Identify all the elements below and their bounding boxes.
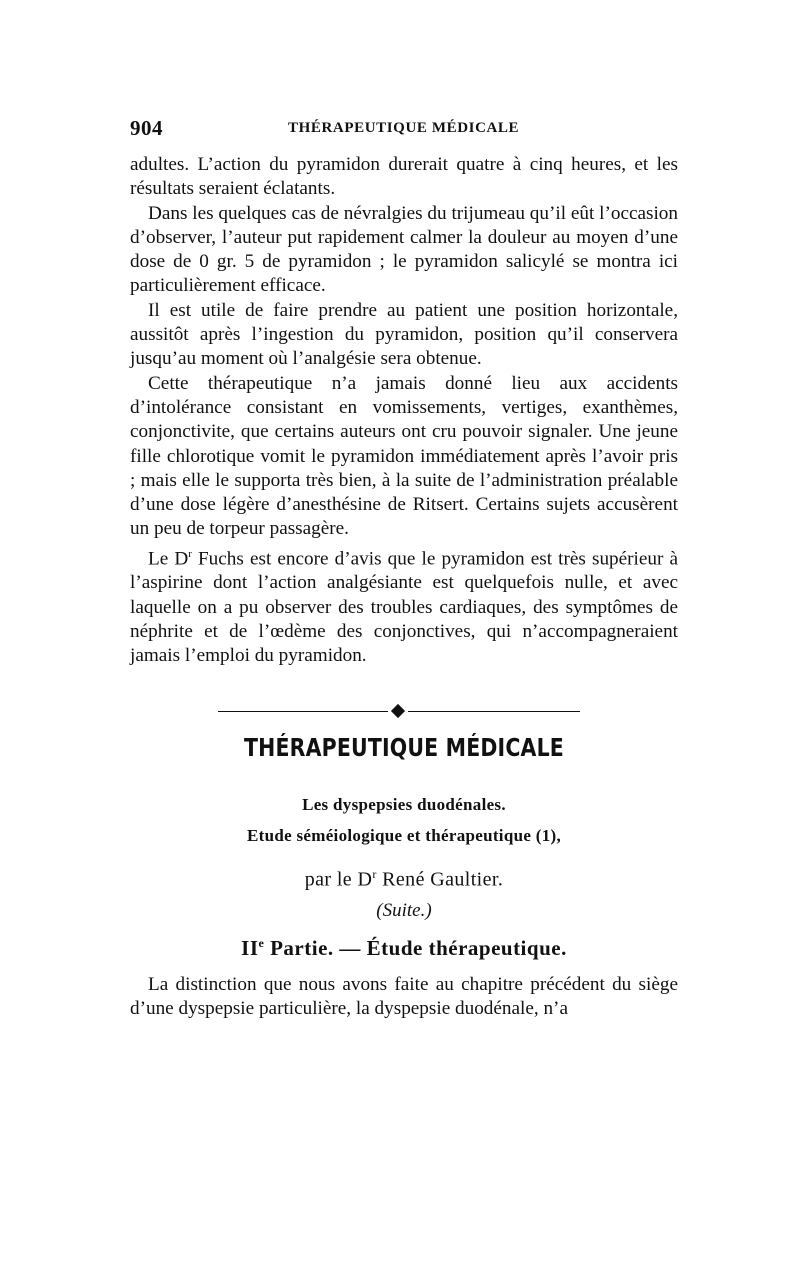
- part-sup: e: [258, 936, 265, 950]
- ornamental-divider: [218, 706, 580, 718]
- paragraph-1: adultes. L’action du pyramidon durerait quatre à cinq heures, et les résultats seraient éclatants.: [130, 154, 678, 200]
- divider-line-right: [408, 711, 580, 712]
- part-heading: [130, 936, 678, 961]
- paragraph-5: [130, 542, 678, 669]
- body-text-bottom: [130, 973, 678, 1022]
- running-title: THÉRAPEUTIQUE MÉDICALE: [288, 120, 520, 136]
- divider-line-left: [218, 711, 388, 712]
- paragraph-5-rest: Fuchs est encore d’avis que le pyramidon est très supérieur à l’aspirine dont l’action analgésiante est quelquefois nulle, et avec laquelle on a pu observer des troubles cardiaques, des symptômes de néphrite et de l’œdème des conjonctives, qui n’accompagneraient jamais l’emploi du pyramidon.: [130, 548, 679, 667]
- article-title-line-1: Les dyspepsies duodénales.: [302, 795, 506, 814]
- author-prefix: par le D: [304, 868, 373, 891]
- paragraph-2: Dans les quelques cas de névralgies du trijumeau qu’il eût l’occasion d’observer, l’auteur put rapidement calmer la douleur au moyen d’une dose de 0 gr. 5 de pyramidon ; le pyramidon salicylé se montra ici particulièrement efficace.: [130, 202, 678, 297]
- paragraph-5-start: Le D: [148, 548, 189, 570]
- page-number: 904: [130, 116, 163, 140]
- section-title: THÉRAPEUTIQUE MÉDICALE: [244, 733, 564, 762]
- body-text-top: [130, 153, 678, 669]
- author-sup: r: [372, 867, 377, 881]
- paragraph-3: Il est utile de faire prendre au patient une position horizontale, aussitôt après l’ingestion du pyramidon, position qu’il conservera jusqu’au moment où l’analgésie sera obtenue.: [130, 299, 678, 370]
- author-name: René Gaultier.: [376, 868, 504, 891]
- paragraph-5-sup: r: [188, 547, 192, 560]
- part-title: Partie. — Étude thérapeutique.: [264, 936, 567, 960]
- paragraph-4: Cette thérapeutique n’a jamais donné lieu aux accidents d’intolérance consistant en vomissements, vertiges, exanthèmes, conjonctivite, que certains auteurs ont cru pouvoir signaler. Une jeune fille chlorotique vomit le pyramidon immédiatement après l’avoir pris ; mais elle le supporta très bien, à la suite de l’administration préalable d’une dose légère d’anesthésine de Ritsert. Certains sujets accusèrent un peu de torpeur passagère.: [130, 372, 678, 540]
- page-header: [130, 116, 678, 146]
- part-number: II: [241, 936, 259, 960]
- article-title-line-2: Etude séméiologique et thérapeutique (1),: [246, 826, 562, 845]
- paragraph-6: La distinction que nous avons faite au chapitre précédent du siège d’une dyspepsie particulière, la dyspepsie duodénale, n’a: [130, 974, 678, 1020]
- suite-label: (Suite.): [376, 900, 432, 921]
- author-line: [130, 867, 678, 892]
- diamond-ornament-icon: [391, 704, 405, 718]
